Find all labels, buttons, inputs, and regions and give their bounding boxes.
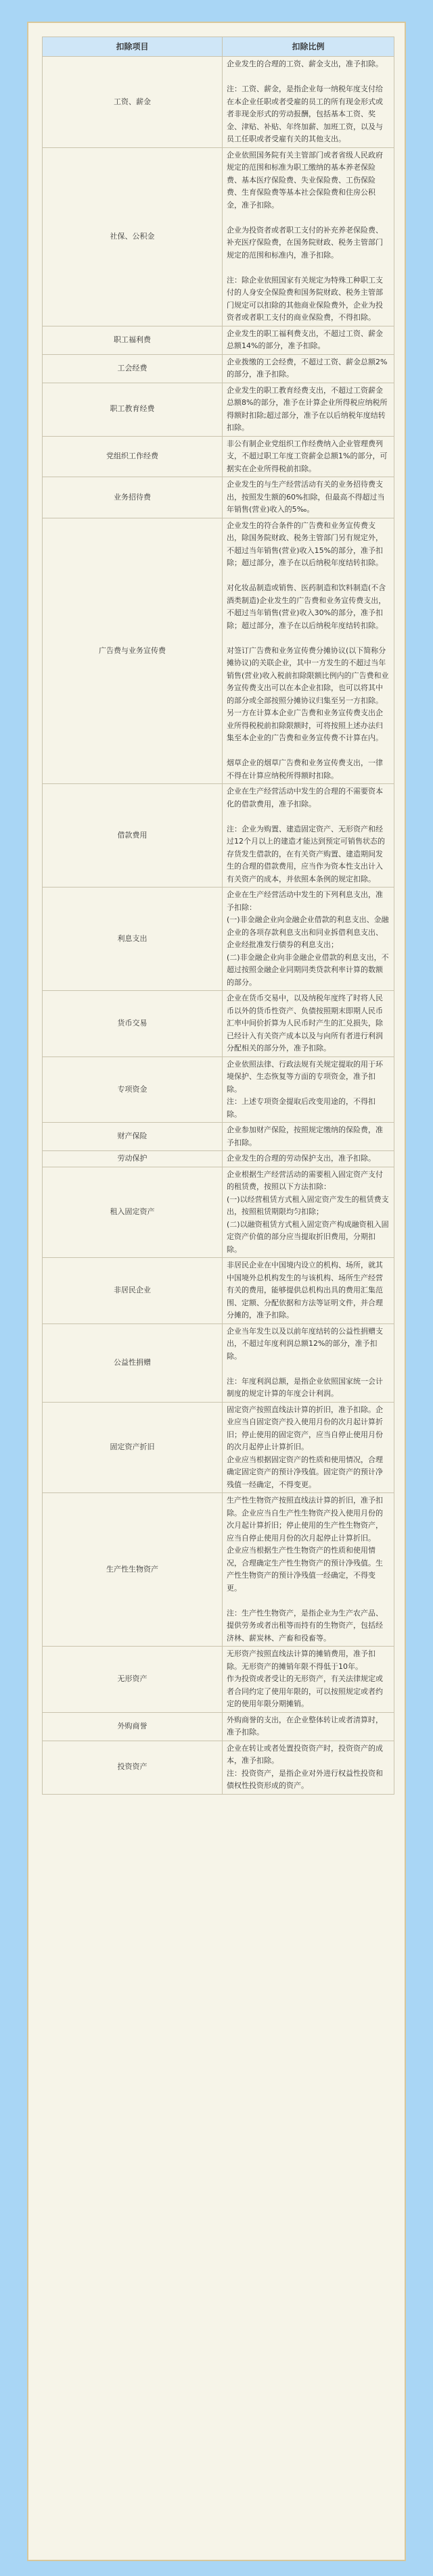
table-row bbox=[43, 1493, 394, 1647]
table-row bbox=[43, 1323, 394, 1402]
row-ratio: 企业参加财产保险，按照规定缴纳的保险费，准予扣除。 bbox=[223, 1123, 394, 1151]
table-row bbox=[43, 436, 394, 477]
table-row bbox=[43, 1741, 394, 1794]
row-item: 广告费与业务宣传费 bbox=[43, 518, 223, 784]
row-ratio: 企业依照国务院有关主管部门或者省级人民政府规定的范围和标准为职工缴纳的基本养老保险费、基本医疗保险费、失业保险费、工伤保险费、生育保险费等基本社会保险费和住房公积金，准予扣除。 企业为投资者或者职工支付的补充养老保险费、补充医疗保险费，在国务院财政、税务主管部门规定的范围和标准内，准予扣除。 注：除企业依照国家有关规定为特殊工种职工支付的人身安全保险费和国务院财政、税务主管部门规定可以扣除的其他商业保险费外，企业为投资者或者职工支付的商业保险费，不得扣除。 bbox=[223, 147, 394, 326]
row-ratio: 生产性生物资产按照直线法计算的折旧，准予扣除。企业应当自生产性生物资产投入使用月份的次月起计算折旧；停止使用的生产性生物资产，应当自停止使用月份的次月起停止计算折旧。 企业应当根据生产性生物资产的性质和使用情况，合理确定生产性生物资产的预计净残值。生产性生物资产的预计净残值一经确定，不得变更。 注：生产性生物资产，是指企业为生产农产品、提供劳务或者出租等而持有的生物资产，包括经济林、薪炭林、产畜和役畜等。 bbox=[223, 1493, 394, 1647]
row-item: 非居民企业 bbox=[43, 1258, 223, 1324]
row-item: 职工教育经费 bbox=[43, 383, 223, 436]
row-ratio: 企业拨缴的工会经费，不超过工资、薪金总额2%的部分，准予扣除。 bbox=[223, 354, 394, 383]
table-row bbox=[43, 1402, 394, 1493]
row-item: 无形资产 bbox=[43, 1647, 223, 1713]
table-row bbox=[43, 784, 394, 888]
row-ratio: 企业在转让或者处置投资资产时，投资资产的成本，准予扣除。 注：投资资产，是指企业对外进行权益性投资和债权性投资形成的资产。 bbox=[223, 1741, 394, 1794]
row-ratio: 企业当年发生以及以前年度结转的公益性捐赠支出，不超过年度利润总额12%的部分，准予扣除。 注：年度利润总额，是指企业依照国家统一会计制度的规定计算的年度会计利润。 bbox=[223, 1323, 394, 1402]
row-item: 货币交易 bbox=[43, 991, 223, 1057]
table-row bbox=[43, 354, 394, 383]
row-item: 生产性生物资产 bbox=[43, 1493, 223, 1647]
table-header-row bbox=[43, 37, 394, 57]
row-item: 社保、公积金 bbox=[43, 147, 223, 326]
table-row bbox=[43, 991, 394, 1057]
row-ratio: 固定资产按照直线法计算的折旧，准予扣除。企业应当自固定资产投入使用月份的次月起计算折旧；停止使用的固定资产，应当自停止使用月份的次月起停止计算折旧。 企业应当根据固定资产的性质和使用情况，合理确定固定资产的预计净残值。固定资产的预计净残值一经确定，不得变更。 bbox=[223, 1402, 394, 1493]
table-row bbox=[43, 1712, 394, 1741]
row-ratio: 非居民企业在中国境内设立的机构、场所，就其中国境外总机构发生的与该机构、场所生产经营有关的费用，能够提供总机构出具的费用汇集范围、定额、分配依据和方法等证明文件，并合理分摊的，准予扣除。 bbox=[223, 1258, 394, 1324]
table-row bbox=[43, 326, 394, 354]
row-ratio: 企业发生的符合条件的广告费和业务宣传费支出，除国务院财政、税务主管部门另有规定外，不超过当年销售(营业)收入15%的部分，准予扣除；超过部分，准予在以后纳税年度结转扣除。 对化妆品制造或销售、医药制造和饮料制造(不含酒类制造)企业发生的广告费和业务宣传费支出，不超过当年销售(营业)收入30%的部分，准予扣除；超过部分，准予在以后纳税年度结转扣除。 对签订广告费和业务宣传费分摊协议(以下简称分摊协议)的关联企业，其中一方发生的不超过当年销售(营业)收入税前扣除限额比例内的广告费和业务宣传费支出可以在本企业扣除，也可以将其中的部分或全部按照分摊协议归集至另一方扣除。另一方在计算本企业广告费和业务宣传费支出企业所得税税前扣除限额时，可将按照上述办法归集至本企业的广告费和业务宣传费不计算在内。 烟草企业的烟草广告费和业务宣传费支出，一律不得在计算应纳税所得额时扣除。 bbox=[223, 518, 394, 784]
row-ratio: 企业发生的合理的劳动保护支出，准予扣除。 bbox=[223, 1151, 394, 1167]
row-item: 外购商誉 bbox=[43, 1712, 223, 1741]
row-item: 专项资金 bbox=[43, 1056, 223, 1123]
table-row bbox=[43, 477, 394, 518]
row-item: 借款费用 bbox=[43, 784, 223, 888]
row-item: 党组织工作经费 bbox=[43, 436, 223, 477]
row-item: 工会经费 bbox=[43, 354, 223, 383]
row-ratio: 企业根据生产经营活动的需要租入固定资产支付的租赁费，按照以下方法扣除： (一)以经营租赁方式租入固定资产发生的租赁费支出，按照租赁期限均匀扣除； (二)以融资租赁方式租入固定资产构成融资租入固定资产价值的部分应当提取折旧费用，分期扣除。 bbox=[223, 1167, 394, 1258]
table-row bbox=[43, 1167, 394, 1258]
table-row bbox=[43, 1056, 394, 1123]
row-item: 劳动保护 bbox=[43, 1151, 223, 1167]
table-row bbox=[43, 1123, 394, 1151]
table-row bbox=[43, 518, 394, 784]
deduction-table-panel bbox=[27, 22, 406, 2561]
row-ratio: 外购商誉的支出，在企业整体转让或者清算时，准予扣除。 bbox=[223, 1712, 394, 1741]
table-row bbox=[43, 57, 394, 148]
row-item: 职工福利费 bbox=[43, 326, 223, 354]
row-ratio: 企业依照法律、行政法规有关规定提取的用于环境保护、生态恢复等方面的专项资金，准予扣除。 注：上述专项资金提取后改变用途的，不得扣除。 bbox=[223, 1056, 394, 1123]
row-ratio: 企业发生的职工教育经费支出，不超过工资薪金总额8%的部分，准予在计算企业所得税应纳税所得额时扣除;超过部分，准予在以后纳税年度结转扣除。 bbox=[223, 383, 394, 436]
table-row bbox=[43, 1151, 394, 1167]
header-item: 扣除项目 bbox=[43, 37, 223, 57]
row-ratio: 企业在货币交易中，以及纳税年度终了时将人民币以外的货币性资产、负债按照期末即期人民币汇率中间价折算为人民币时产生的汇兑损失，除已经计入有关资产成本以及与向所有者进行利润分配相关的部分外，准予扣除。 bbox=[223, 991, 394, 1057]
row-item: 投资资产 bbox=[43, 1741, 223, 1794]
row-item: 公益性捐赠 bbox=[43, 1323, 223, 1402]
table-row bbox=[43, 1647, 394, 1713]
table-row bbox=[43, 1258, 394, 1324]
row-ratio: 非公有制企业党组织工作经费纳入企业管理费列支，不超过职工年度工资薪金总额1%的部分，可据实在企业所得税前扣除。 bbox=[223, 436, 394, 477]
row-ratio: 无形资产按照直线法计算的摊销费用，准予扣除。无形资产的摊销年限不得低于10年。 作为投资或者受让的无形资产，有关法律规定或者合同约定了使用年限的，可以按照规定或者约定的使用年限分期摊销。 bbox=[223, 1647, 394, 1713]
deduction-table bbox=[42, 37, 394, 1795]
row-item: 租入固定资产 bbox=[43, 1167, 223, 1258]
header-ratio: 扣除比例 bbox=[223, 37, 394, 57]
table-row bbox=[43, 888, 394, 991]
row-ratio: 企业在生产经营活动中发生的合理的不需要资本化的借款费用，准予扣除。 注：企业为购置、建造固定资产、无形资产和经过12个月以上的建造才能达到预定可销售状态的存货发生借款的，在有关资产购置、建造期间发生的合理的借款费用，应当作为资本性支出计入有关资产的成本，并依照本条例的规定扣除。 bbox=[223, 784, 394, 888]
row-ratio: 企业发生的职工福利费支出，不超过工资、薪金总额14%的部分，准予扣除。 bbox=[223, 326, 394, 354]
row-item: 工资、薪金 bbox=[43, 57, 223, 148]
row-item: 固定资产折旧 bbox=[43, 1402, 223, 1493]
row-item: 财产保险 bbox=[43, 1123, 223, 1151]
row-ratio: 企业发生的与生产经营活动有关的业务招待费支出，按照发生额的60%扣除，但最高不得超过当年销售(营业)收入的5‰。 bbox=[223, 477, 394, 518]
row-ratio: 企业在生产经营活动中发生的下列利息支出，准予扣除： (一)非金融企业向金融企业借款的利息支出、金融企业的各项存款利息支出和同业拆借利息支出、企业经批准发行债券的利息支出； (二)非金融企业向非金融企业借款的利息支出，不超过按照金融企业同期同类贷款利率计算的数额的部分。 bbox=[223, 888, 394, 991]
table-row bbox=[43, 383, 394, 436]
table-row bbox=[43, 147, 394, 326]
row-ratio: 企业发生的合理的工资、薪金支出，准予扣除。 注：工资、薪金，是指企业每一纳税年度支付给在本企业任职或者受雇的员工的所有现金形式或者非现金形式的劳动报酬，包括基本工资、奖金、津贴、补贴、年终加薪、加班工资，以及与员工任职或者受雇有关的其他支出。 bbox=[223, 57, 394, 148]
row-item: 业务招待费 bbox=[43, 477, 223, 518]
row-item: 利息支出 bbox=[43, 888, 223, 991]
